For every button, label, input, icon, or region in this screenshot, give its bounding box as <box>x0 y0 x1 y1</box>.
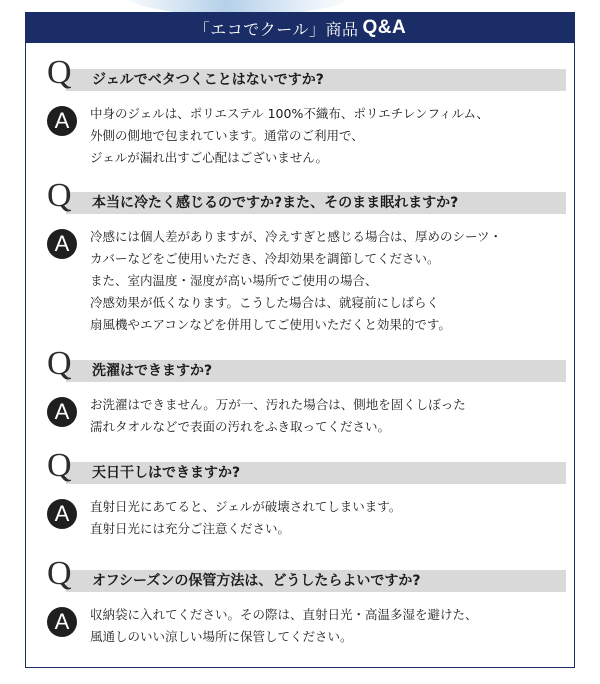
answer-line: お洗濯はできません。万が一、汚れた場合は、側地を固くしぼった <box>90 397 466 412</box>
q-mark-icon: Q <box>47 555 72 592</box>
question-row <box>26 177 576 216</box>
answer-line: 外側の側地で包まれています。通常のご利用で、 <box>90 128 364 143</box>
answer-text <box>90 103 489 169</box>
answer-line: ジェルが漏れ出すご心配はございません。 <box>90 150 329 165</box>
qa-item-4 <box>26 447 576 536</box>
a-mark-icon: A <box>47 499 77 529</box>
answer-text <box>90 226 502 336</box>
a-mark-icon: A <box>47 106 77 136</box>
question-text: 本当に冷たく感じるのですか?また、そのまま眠れますか? <box>92 195 459 211</box>
answer-line: 扇風機やエアコンなどを併用してご使用いただくと効果的です。 <box>90 317 451 332</box>
qa-panel <box>25 12 575 668</box>
a-mark-icon: A <box>47 397 77 427</box>
q-mark-icon: Q <box>47 54 72 91</box>
qa-item-5 <box>26 555 576 644</box>
q-mark-icon: Q <box>47 177 72 214</box>
question-row <box>26 555 576 594</box>
qa-item-2 <box>26 177 576 332</box>
a-mark-icon: A <box>47 607 77 637</box>
qa-item-3 <box>26 345 576 434</box>
question-text: 天日干しはできますか? <box>92 465 241 481</box>
answer-line: また、室内温度・湿度が高い場所でご使用の場合、 <box>90 273 378 288</box>
page-title-qa: Q&A <box>362 17 407 38</box>
q-mark-icon: Q <box>47 345 72 382</box>
answer-line: 中身のジェルは、ポリエステル 100%不織布、ポリエチレンフィルム、 <box>90 106 489 121</box>
question-row <box>26 345 576 384</box>
answer-line: 風通しのいい涼しい場所に保管してください。 <box>90 629 353 644</box>
question-row <box>26 54 576 93</box>
answer-line: 濡れタオルなどで表面の汚れをふき取ってください。 <box>90 419 391 434</box>
q-mark-icon: Q <box>47 447 72 484</box>
answer-text <box>90 496 401 540</box>
answer-line: 直射日光には充分ご注意ください。 <box>90 521 291 536</box>
question-text: ジェルでベタつくことはないですか? <box>92 72 324 88</box>
answer-line: 冷感効果が低くなります。こうした場合は、就寝前にしばらく <box>90 295 440 310</box>
qa-item-1 <box>26 54 576 165</box>
page-title-main: 「エコでクール」商品 <box>193 19 359 39</box>
page-title <box>26 13 574 43</box>
answer-line: カバーなどをご使用いただき、冷却効果を調節してください。 <box>90 251 440 266</box>
question-row <box>26 447 576 486</box>
answer-line: 直射日光にあてると、ジェルが破壊されてしまいます。 <box>90 499 402 514</box>
a-mark-icon: A <box>47 229 77 259</box>
answer-text <box>90 604 478 648</box>
question-text: 洗濯はできますか? <box>92 363 213 379</box>
answer-text <box>90 394 466 438</box>
answer-line: 収納袋に入れてください。その際は、直射日光・高温多湿を避けた、 <box>90 607 478 622</box>
answer-line: 冷感には個人差がありますが、冷えすぎと感じる場合は、厚めのシーツ・ <box>90 229 503 244</box>
question-text: オフシーズンの保管方法は、どうしたらよいですか? <box>92 573 421 589</box>
